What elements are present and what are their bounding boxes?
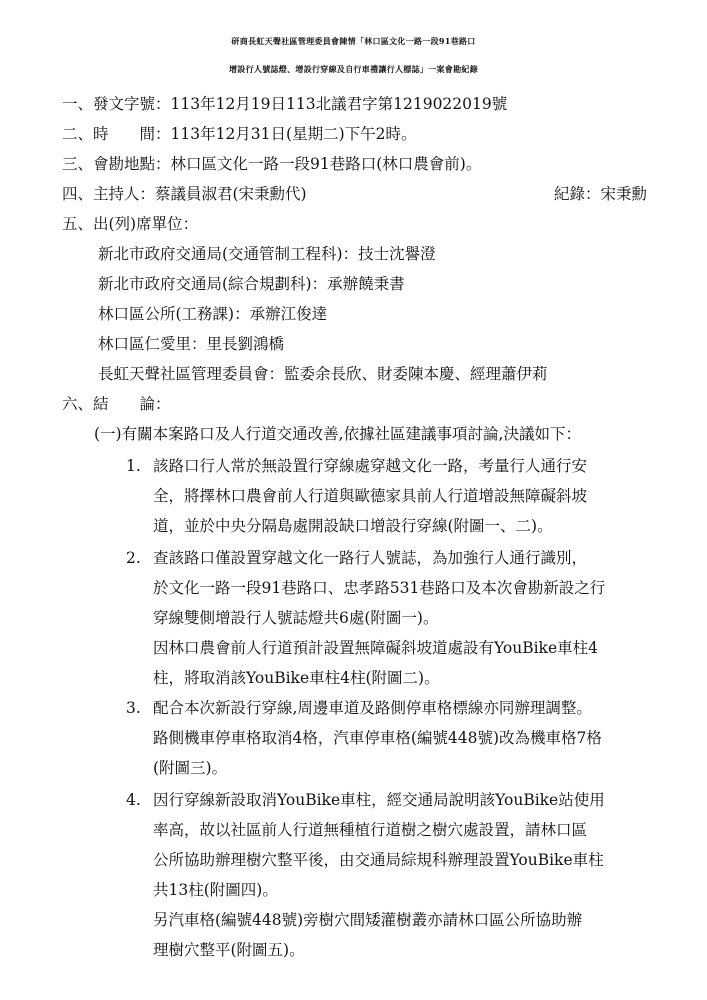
item-2-line: 穿線雙側增設行人號誌燈共6處(附圖一)。	[153, 609, 439, 627]
meeting-time: 二、時 間：113年12月31日(星期二)下午2時。	[62, 125, 417, 143]
item-1-line: 全，將擇林口農會前人行道與歐德家具前人行道增設無障礙斜坡	[153, 487, 588, 505]
attendee-item: 林口區公所(工務課)：承辦江俊達	[98, 305, 328, 323]
item-2-line: 查該路口僅設置穿越文化一路行人號誌，為加強行人通行識別，	[153, 549, 588, 567]
item-2-line: 於文化一路一段91巷路口、忠孝路531巷路口及本次會勘新設之行	[153, 579, 606, 597]
item-number: 3.	[126, 699, 141, 717]
attendees-label: 五、出(列)席單位：	[62, 215, 199, 233]
item-4-line: 共13柱(附圖四)。	[153, 881, 278, 899]
document-title-line-2: 增設行人號誌燈、增設行穿線及自行車禮讓行人標誌」一案會勘紀錄	[229, 64, 478, 74]
conclusion-intro: (一)有關本案路口及人行道交通改善,依據社區建議事項討論,決議如下：	[94, 425, 581, 443]
item-1-line: 道，並於中央分隔島處開設缺口增設行穿線(附圖一、二)。	[153, 517, 553, 535]
item-3-line: 配合本次新設行穿線,周邊車道及路側停車格標線亦同辦理調整。	[153, 699, 592, 717]
item-2-line: 因林口農會前人行道預計設置無障礙斜坡道處設有YouBike車柱4	[153, 639, 598, 657]
meeting-host: 四、主持人：蔡議員淑君(宋秉勳代)	[62, 185, 307, 203]
item-4-line: 另汽車格(編號448號)旁樹穴間矮灌樹叢亦請林口區公所協助辦	[153, 911, 583, 929]
item-number: 4.	[126, 791, 141, 809]
attendee-item: 新北市政府交通局(綜合規劃科)：承辦饒秉書	[98, 275, 405, 293]
meeting-place: 三、會勘地點：林口區文化一路一段91巷路口(林口農會前)。	[62, 155, 482, 173]
doc-number: 一、發文字號：113年12月19日113北議君字第1219022019號	[62, 95, 508, 113]
item-4-line: 因行穿線新設取消YouBike車柱，經交通局說明該YouBike站使用	[153, 791, 605, 809]
item-number: 1.	[126, 457, 141, 475]
item-4-line: 理樹穴整平(附圖五)。	[153, 941, 305, 959]
item-4-line: 率高，故以社區前人行道無種植行道樹之樹穴處設置，請林口區	[153, 821, 588, 839]
meeting-recorder: 紀錄：宋秉勳	[553, 185, 647, 203]
item-number: 2.	[126, 549, 141, 567]
item-3-line: 路側機車停車格取消4格，汽車停車格(編號448號)改為機車格7格	[153, 729, 602, 747]
attendee-item: 林口區仁愛里：里長劉鴻橋	[98, 335, 285, 353]
item-2-line: 柱，將取消該YouBike車柱4柱(附圖二)。	[153, 669, 440, 687]
item-1-line: 該路口行人常於無設置行穿線處穿越文化一路，考量行人通行安	[153, 457, 588, 475]
document-title-line-1: 研商長虹天聲社區管理委員會陳情「林口區文化一路一段91巷路口	[231, 36, 476, 46]
attendee-item: 長虹天聲社區管理委員會：監委余長欣、財委陳本慶、經理蕭伊莉	[98, 365, 548, 383]
attendee-item: 新北市政府交通局(交通管制工程科)：技士沈譽澄	[98, 245, 436, 263]
conclusion-label: 六、結 論：	[62, 395, 171, 413]
item-4-line: 公所協助辦理樹穴整平後，由交通局綜規科辦理設置YouBike車柱	[153, 851, 604, 869]
item-3-line: (附圖三)。	[153, 759, 228, 777]
